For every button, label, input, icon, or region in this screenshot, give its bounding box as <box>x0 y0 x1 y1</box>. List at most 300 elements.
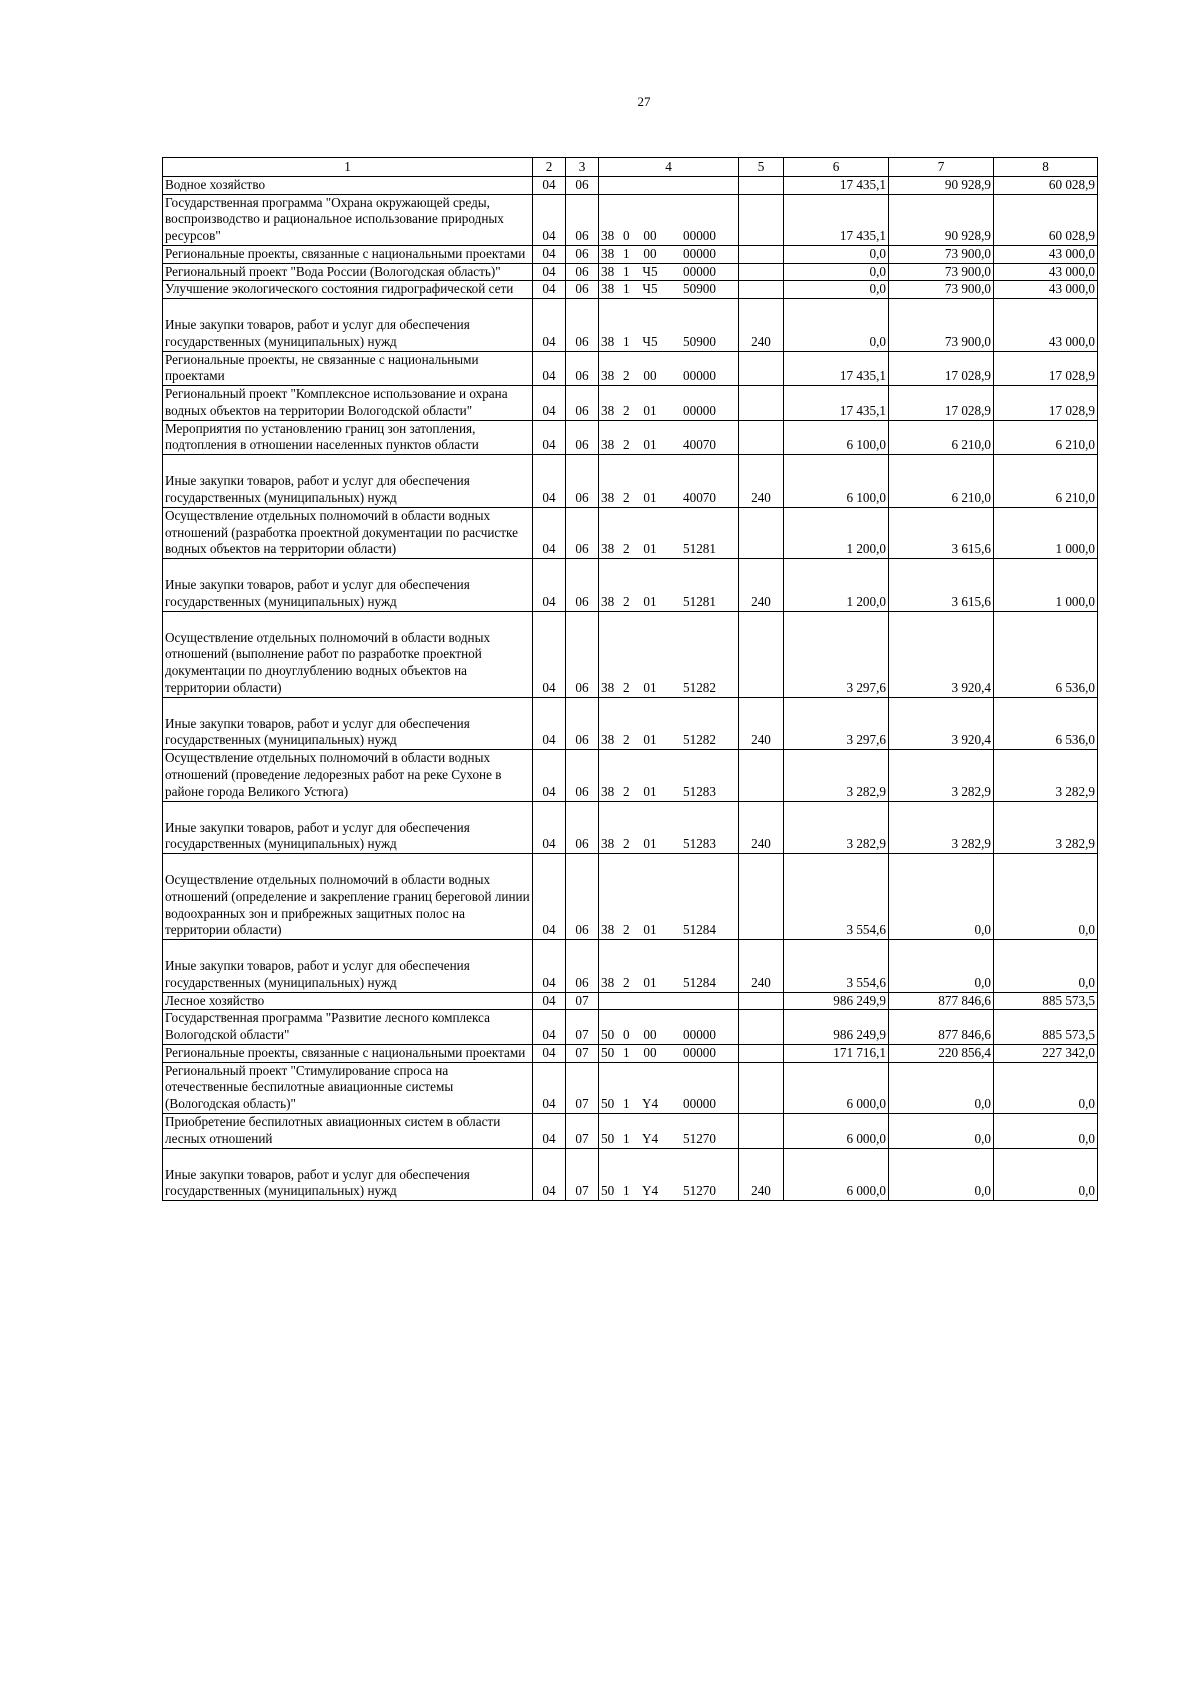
code-type: 0 <box>623 1027 630 1043</box>
code-direction: 51270 <box>683 1183 716 1199</box>
row-value-col7: 220 856,4 <box>889 1044 994 1062</box>
row-section: 04 <box>533 611 566 697</box>
code-direction: 51281 <box>683 593 716 609</box>
row-name: Иные закупки товаров, работ и услуг для обеспечения государственных (муниципальных) нужд <box>163 940 533 993</box>
row-name: Иные закупки товаров, работ и услуг для обеспечения государственных (муниципальных) нужд <box>163 299 533 352</box>
code-project: 01 <box>643 402 657 418</box>
row-subsection: 06 <box>566 299 599 352</box>
row-section: 04 <box>533 1113 566 1148</box>
code-direction: 00000 <box>683 228 716 244</box>
row-section: 04 <box>533 386 566 421</box>
row-section: 04 <box>533 750 566 801</box>
row-expense-type <box>739 854 784 940</box>
row-value-col6: 6 100,0 <box>784 455 889 508</box>
code-program: 38 <box>601 263 615 279</box>
code-program: 38 <box>601 437 615 453</box>
row-target-code <box>599 940 739 993</box>
code-project: 00 <box>643 245 657 261</box>
row-value-col8: 0,0 <box>994 1062 1098 1113</box>
row-section: 04 <box>533 507 566 558</box>
row-target-code <box>599 351 739 386</box>
code-program: 50 <box>601 1096 615 1112</box>
row-section: 04 <box>533 992 566 1010</box>
row-expense-type: 240 <box>739 1148 784 1201</box>
row-value-col6: 0,0 <box>784 299 889 352</box>
row-value-col8: 43 000,0 <box>994 281 1098 299</box>
row-subsection: 07 <box>566 1010 599 1045</box>
row-value-col7: 17 028,9 <box>889 351 994 386</box>
code-type: 1 <box>623 245 630 261</box>
row-subsection: 07 <box>566 1062 599 1113</box>
table-body <box>163 176 1098 1200</box>
code-type: 1 <box>623 1130 630 1146</box>
row-subsection: 07 <box>566 1113 599 1148</box>
row-value-col8: 0,0 <box>994 940 1098 993</box>
code-project: 01 <box>643 732 657 748</box>
row-target-code <box>599 1062 739 1113</box>
code-direction: 40070 <box>683 490 716 506</box>
row-name: Государственная программа "Развитие лесного комплекса Вологодской области" <box>163 1010 533 1045</box>
row-target-code <box>599 176 739 194</box>
code-project: Y4 <box>641 1130 659 1146</box>
row-section: 04 <box>533 1062 566 1113</box>
row-expense-type <box>739 1044 784 1062</box>
table-row <box>163 455 1098 508</box>
table-row <box>163 1148 1098 1201</box>
row-expense-type <box>739 611 784 697</box>
code-project: 01 <box>643 836 657 852</box>
row-section: 04 <box>533 1010 566 1045</box>
row-value-col7: 73 900,0 <box>889 245 994 263</box>
row-name: Региональный проект "Комплексное использование и охрана водных объектов на территории Вологодской области" <box>163 386 533 421</box>
row-value-col6: 6 000,0 <box>784 1062 889 1113</box>
row-expense-type <box>739 1113 784 1148</box>
row-target-code <box>599 750 739 801</box>
code-program: 38 <box>601 402 615 418</box>
header-col-1: 1 <box>163 158 533 177</box>
row-value-col6: 0,0 <box>784 245 889 263</box>
code-type: 2 <box>623 402 630 418</box>
code-type: 2 <box>623 541 630 557</box>
row-expense-type <box>739 194 784 245</box>
row-value-col6: 3 554,6 <box>784 940 889 993</box>
row-expense-type <box>739 245 784 263</box>
row-name: Региональные проекты, не связанные с национальными проектами <box>163 351 533 386</box>
row-value-col7: 73 900,0 <box>889 299 994 352</box>
code-direction: 40070 <box>683 437 716 453</box>
row-section: 04 <box>533 1044 566 1062</box>
code-program: 38 <box>601 679 615 695</box>
code-type: 0 <box>623 228 630 244</box>
code-type: 1 <box>623 333 630 349</box>
code-program: 38 <box>601 593 615 609</box>
row-value-col7: 6 210,0 <box>889 455 994 508</box>
row-value-col6: 6 000,0 <box>784 1113 889 1148</box>
row-target-code <box>599 263 739 281</box>
row-expense-type <box>739 1010 784 1045</box>
row-expense-type: 240 <box>739 697 784 750</box>
row-expense-type <box>739 263 784 281</box>
table-row <box>163 750 1098 801</box>
page-number: 27 <box>637 94 651 109</box>
code-type: 2 <box>623 836 630 852</box>
row-value-col8: 0,0 <box>994 1148 1098 1201</box>
row-value-col7: 0,0 <box>889 940 994 993</box>
row-section: 04 <box>533 420 566 455</box>
code-direction: 51281 <box>683 541 716 557</box>
row-value-col6: 0,0 <box>784 263 889 281</box>
row-section: 04 <box>533 559 566 612</box>
code-program: 38 <box>601 228 615 244</box>
table-row <box>163 176 1098 194</box>
code-direction: 00000 <box>683 1027 716 1043</box>
table-row <box>163 299 1098 352</box>
code-project: 00 <box>643 368 657 384</box>
table-row <box>163 507 1098 558</box>
row-value-col8: 43 000,0 <box>994 299 1098 352</box>
row-target-code <box>599 1010 739 1045</box>
code-direction: 00000 <box>683 1096 716 1112</box>
row-name: Лесное хозяйство <box>163 992 533 1010</box>
row-target-code <box>599 1148 739 1201</box>
table-row <box>163 1062 1098 1113</box>
row-expense-type: 240 <box>739 455 784 508</box>
code-program: 38 <box>601 974 615 990</box>
code-project: Y4 <box>641 1096 659 1112</box>
row-section: 04 <box>533 281 566 299</box>
row-value-col6: 171 716,1 <box>784 1044 889 1062</box>
code-project: 01 <box>643 922 657 938</box>
row-value-col6: 17 435,1 <box>784 176 889 194</box>
table-row <box>163 1010 1098 1045</box>
row-value-col7: 877 846,6 <box>889 1010 994 1045</box>
code-direction: 51283 <box>683 783 716 799</box>
row-value-col7: 3 920,4 <box>889 697 994 750</box>
row-value-col8: 43 000,0 <box>994 263 1098 281</box>
row-subsection: 06 <box>566 611 599 697</box>
code-program: 50 <box>601 1027 615 1043</box>
header-col-7: 7 <box>889 158 994 177</box>
row-name: Улучшение экологического состояния гидрографической сети <box>163 281 533 299</box>
code-project: 01 <box>643 593 657 609</box>
code-program: 38 <box>601 836 615 852</box>
row-value-col8: 60 028,9 <box>994 194 1098 245</box>
row-value-col7: 90 928,9 <box>889 176 994 194</box>
table-row <box>163 559 1098 612</box>
row-value-col8: 6 210,0 <box>994 420 1098 455</box>
row-expense-type <box>739 420 784 455</box>
row-subsection: 06 <box>566 420 599 455</box>
row-expense-type <box>739 281 784 299</box>
table-row <box>163 263 1098 281</box>
row-name: Региональный проект "Вода России (Вологодская область)" <box>163 263 533 281</box>
budget-table <box>162 157 1098 1201</box>
table-row <box>163 1113 1098 1148</box>
row-name: Осуществление отдельных полномочий в области водных отношений (разработка проектной документации по расчистке водных объектов на территории области) <box>163 507 533 558</box>
code-program: 50 <box>601 1044 615 1060</box>
row-target-code <box>599 281 739 299</box>
code-type: 1 <box>623 1183 630 1199</box>
row-name: Региональный проект "Стимулирование спроса на отечественные беспилотные авиационные системы (Вологодская область)" <box>163 1062 533 1113</box>
row-expense-type <box>739 1062 784 1113</box>
code-program: 38 <box>601 281 615 297</box>
row-subsection: 06 <box>566 263 599 281</box>
row-subsection: 06 <box>566 455 599 508</box>
code-project: Y4 <box>641 1183 659 1199</box>
row-name: Осуществление отдельных полномочий в области водных отношений (определение и закрепление границ береговой линии водоохранных зон и прибрежных защитных полос на территории области) <box>163 854 533 940</box>
code-project: Ч5 <box>642 281 658 297</box>
row-value-col8: 43 000,0 <box>994 245 1098 263</box>
table-row <box>163 697 1098 750</box>
row-subsection: 06 <box>566 194 599 245</box>
row-value-col8: 6 536,0 <box>994 611 1098 697</box>
row-target-code <box>599 801 739 854</box>
table-row <box>163 611 1098 697</box>
row-value-col7: 3 615,6 <box>889 507 994 558</box>
code-type: 2 <box>623 437 630 453</box>
row-target-code <box>599 507 739 558</box>
header-row <box>163 158 1098 177</box>
code-program: 38 <box>601 368 615 384</box>
row-section: 04 <box>533 697 566 750</box>
code-project: Ч5 <box>642 333 658 349</box>
row-subsection: 06 <box>566 386 599 421</box>
row-value-col7: 6 210,0 <box>889 420 994 455</box>
row-value-col6: 3 282,9 <box>784 750 889 801</box>
header-col-8: 8 <box>994 158 1098 177</box>
row-value-col7: 0,0 <box>889 1062 994 1113</box>
code-program: 50 <box>601 1130 615 1146</box>
code-direction: 00000 <box>683 263 716 279</box>
row-subsection: 06 <box>566 245 599 263</box>
row-subsection: 06 <box>566 801 599 854</box>
code-type: 2 <box>623 783 630 799</box>
row-value-col8: 17 028,9 <box>994 386 1098 421</box>
row-section: 04 <box>533 854 566 940</box>
row-expense-type <box>739 176 784 194</box>
row-value-col8: 885 573,5 <box>994 992 1098 1010</box>
row-subsection: 06 <box>566 559 599 612</box>
row-value-col6: 6 000,0 <box>784 1148 889 1201</box>
row-target-code <box>599 1044 739 1062</box>
table-row <box>163 281 1098 299</box>
code-direction: 50900 <box>683 281 716 297</box>
table-row <box>163 245 1098 263</box>
row-value-col7: 90 928,9 <box>889 194 994 245</box>
row-section: 04 <box>533 263 566 281</box>
row-section: 04 <box>533 1148 566 1201</box>
row-subsection: 07 <box>566 1148 599 1201</box>
row-target-code <box>599 455 739 508</box>
row-expense-type: 240 <box>739 299 784 352</box>
row-value-col6: 3 297,6 <box>784 697 889 750</box>
row-value-col8: 1 000,0 <box>994 507 1098 558</box>
row-value-col6: 986 249,9 <box>784 1010 889 1045</box>
header-col-4: 4 <box>599 158 739 177</box>
code-program: 38 <box>601 541 615 557</box>
row-expense-type <box>739 507 784 558</box>
row-value-col7: 0,0 <box>889 1113 994 1148</box>
row-expense-type <box>739 992 784 1010</box>
table-row <box>163 992 1098 1010</box>
table-row <box>163 1044 1098 1062</box>
row-value-col6: 17 435,1 <box>784 386 889 421</box>
code-project: 00 <box>643 1027 657 1043</box>
row-value-col8: 17 028,9 <box>994 351 1098 386</box>
header-col-2: 2 <box>533 158 566 177</box>
header-col-6: 6 <box>784 158 889 177</box>
row-target-code <box>599 854 739 940</box>
row-section: 04 <box>533 176 566 194</box>
code-direction: 00000 <box>683 368 716 384</box>
row-expense-type: 240 <box>739 801 784 854</box>
code-project: Ч5 <box>642 263 658 279</box>
code-direction: 51282 <box>683 679 716 695</box>
code-project: 01 <box>643 679 657 695</box>
row-value-col6: 3 554,6 <box>784 854 889 940</box>
row-value-col8: 227 342,0 <box>994 1044 1098 1062</box>
row-value-col7: 3 282,9 <box>889 801 994 854</box>
row-name: Мероприятия по установлению границ зон затопления, подтопления в отношении населенных пунктов области <box>163 420 533 455</box>
row-section: 04 <box>533 455 566 508</box>
row-section: 04 <box>533 194 566 245</box>
row-value-col8: 885 573,5 <box>994 1010 1098 1045</box>
code-program: 38 <box>601 732 615 748</box>
row-subsection: 06 <box>566 507 599 558</box>
row-name: Региональные проекты, связанные с национальными проектами <box>163 245 533 263</box>
row-name: Иные закупки товаров, работ и услуг для обеспечения государственных (муниципальных) нужд <box>163 559 533 612</box>
code-direction: 51283 <box>683 836 716 852</box>
code-direction: 51270 <box>683 1130 716 1146</box>
code-program: 38 <box>601 245 615 261</box>
row-expense-type: 240 <box>739 940 784 993</box>
code-direction: 00000 <box>683 1044 716 1060</box>
row-target-code <box>599 1113 739 1148</box>
code-type: 2 <box>623 974 630 990</box>
row-value-col8: 0,0 <box>994 1113 1098 1148</box>
row-value-col8: 3 282,9 <box>994 801 1098 854</box>
row-section: 04 <box>533 940 566 993</box>
row-section: 04 <box>533 801 566 854</box>
row-expense-type <box>739 750 784 801</box>
row-subsection: 06 <box>566 854 599 940</box>
code-program: 38 <box>601 333 615 349</box>
row-value-col6: 6 100,0 <box>784 420 889 455</box>
code-direction: 51282 <box>683 732 716 748</box>
row-value-col6: 3 297,6 <box>784 611 889 697</box>
code-type: 2 <box>623 593 630 609</box>
row-name: Государственная программа "Охрана окружающей среды, воспроизводство и рациональное использование природных ресурсов" <box>163 194 533 245</box>
row-value-col8: 3 282,9 <box>994 750 1098 801</box>
table-row <box>163 940 1098 993</box>
code-direction: 51284 <box>683 974 716 990</box>
row-value-col6: 3 282,9 <box>784 801 889 854</box>
row-name: Иные закупки товаров, работ и услуг для обеспечения государственных (муниципальных) нужд <box>163 801 533 854</box>
code-project: 01 <box>643 437 657 453</box>
code-direction: 51284 <box>683 922 716 938</box>
table-row <box>163 801 1098 854</box>
row-target-code <box>599 194 739 245</box>
row-subsection: 06 <box>566 697 599 750</box>
row-target-code <box>599 992 739 1010</box>
code-program: 38 <box>601 783 615 799</box>
row-subsection: 06 <box>566 281 599 299</box>
row-name: Водное хозяйство <box>163 176 533 194</box>
code-program: 38 <box>601 922 615 938</box>
row-name: Иные закупки товаров, работ и услуг для обеспечения государственных (муниципальных) нужд <box>163 455 533 508</box>
code-direction: 50900 <box>683 333 716 349</box>
code-program: 38 <box>601 490 615 506</box>
row-expense-type <box>739 351 784 386</box>
row-expense-type <box>739 386 784 421</box>
header-col-3: 3 <box>566 158 599 177</box>
code-program: 50 <box>601 1183 615 1199</box>
code-type: 1 <box>623 1044 630 1060</box>
row-value-col8: 60 028,9 <box>994 176 1098 194</box>
code-project: 01 <box>643 541 657 557</box>
row-target-code <box>599 245 739 263</box>
code-type: 2 <box>623 490 630 506</box>
row-section: 04 <box>533 299 566 352</box>
row-name: Осуществление отдельных полномочий в области водных отношений (выполнение работ по разработке проектной документации по дноуглублению водных объектов на территории области) <box>163 611 533 697</box>
row-target-code <box>599 299 739 352</box>
code-type: 2 <box>623 922 630 938</box>
row-target-code <box>599 386 739 421</box>
row-value-col6: 986 249,9 <box>784 992 889 1010</box>
row-value-col6: 1 200,0 <box>784 559 889 612</box>
row-section: 04 <box>533 245 566 263</box>
code-type: 1 <box>623 1096 630 1112</box>
row-name: Региональные проекты, связанные с национальными проектами <box>163 1044 533 1062</box>
table-row <box>163 194 1098 245</box>
row-name: Иные закупки товаров, работ и услуг для обеспечения государственных (муниципальных) нужд <box>163 1148 533 1201</box>
row-value-col8: 6 210,0 <box>994 455 1098 508</box>
row-value-col7: 3 282,9 <box>889 750 994 801</box>
row-value-col8: 0,0 <box>994 854 1098 940</box>
row-name: Осуществление отдельных полномочий в области водных отношений (проведение ледорезных работ на реке Сухоне в районе города Великого Устюга) <box>163 750 533 801</box>
row-value-col6: 1 200,0 <box>784 507 889 558</box>
row-name: Приобретение беспилотных авиационных систем в области лесных отношений <box>163 1113 533 1148</box>
table-row <box>163 351 1098 386</box>
code-type: 1 <box>623 281 630 297</box>
row-name: Иные закупки товаров, работ и услуг для обеспечения государственных (муниципальных) нужд <box>163 697 533 750</box>
row-value-col7: 0,0 <box>889 1148 994 1201</box>
row-target-code <box>599 420 739 455</box>
row-value-col8: 6 536,0 <box>994 697 1098 750</box>
code-project: 01 <box>643 783 657 799</box>
code-type: 2 <box>623 679 630 695</box>
row-subsection: 06 <box>566 351 599 386</box>
row-value-col6: 0,0 <box>784 281 889 299</box>
code-type: 2 <box>623 368 630 384</box>
table-row <box>163 386 1098 421</box>
code-type: 2 <box>623 732 630 748</box>
row-value-col7: 0,0 <box>889 854 994 940</box>
row-value-col8: 1 000,0 <box>994 559 1098 612</box>
row-subsection: 07 <box>566 1044 599 1062</box>
row-value-col6: 17 435,1 <box>784 194 889 245</box>
row-section: 04 <box>533 351 566 386</box>
row-subsection: 06 <box>566 176 599 194</box>
row-value-col7: 73 900,0 <box>889 263 994 281</box>
row-value-col7: 17 028,9 <box>889 386 994 421</box>
code-direction: 00000 <box>683 245 716 261</box>
row-value-col7: 73 900,0 <box>889 281 994 299</box>
row-expense-type: 240 <box>739 559 784 612</box>
row-value-col7: 3 615,6 <box>889 559 994 612</box>
row-value-col7: 877 846,6 <box>889 992 994 1010</box>
row-subsection: 07 <box>566 992 599 1010</box>
